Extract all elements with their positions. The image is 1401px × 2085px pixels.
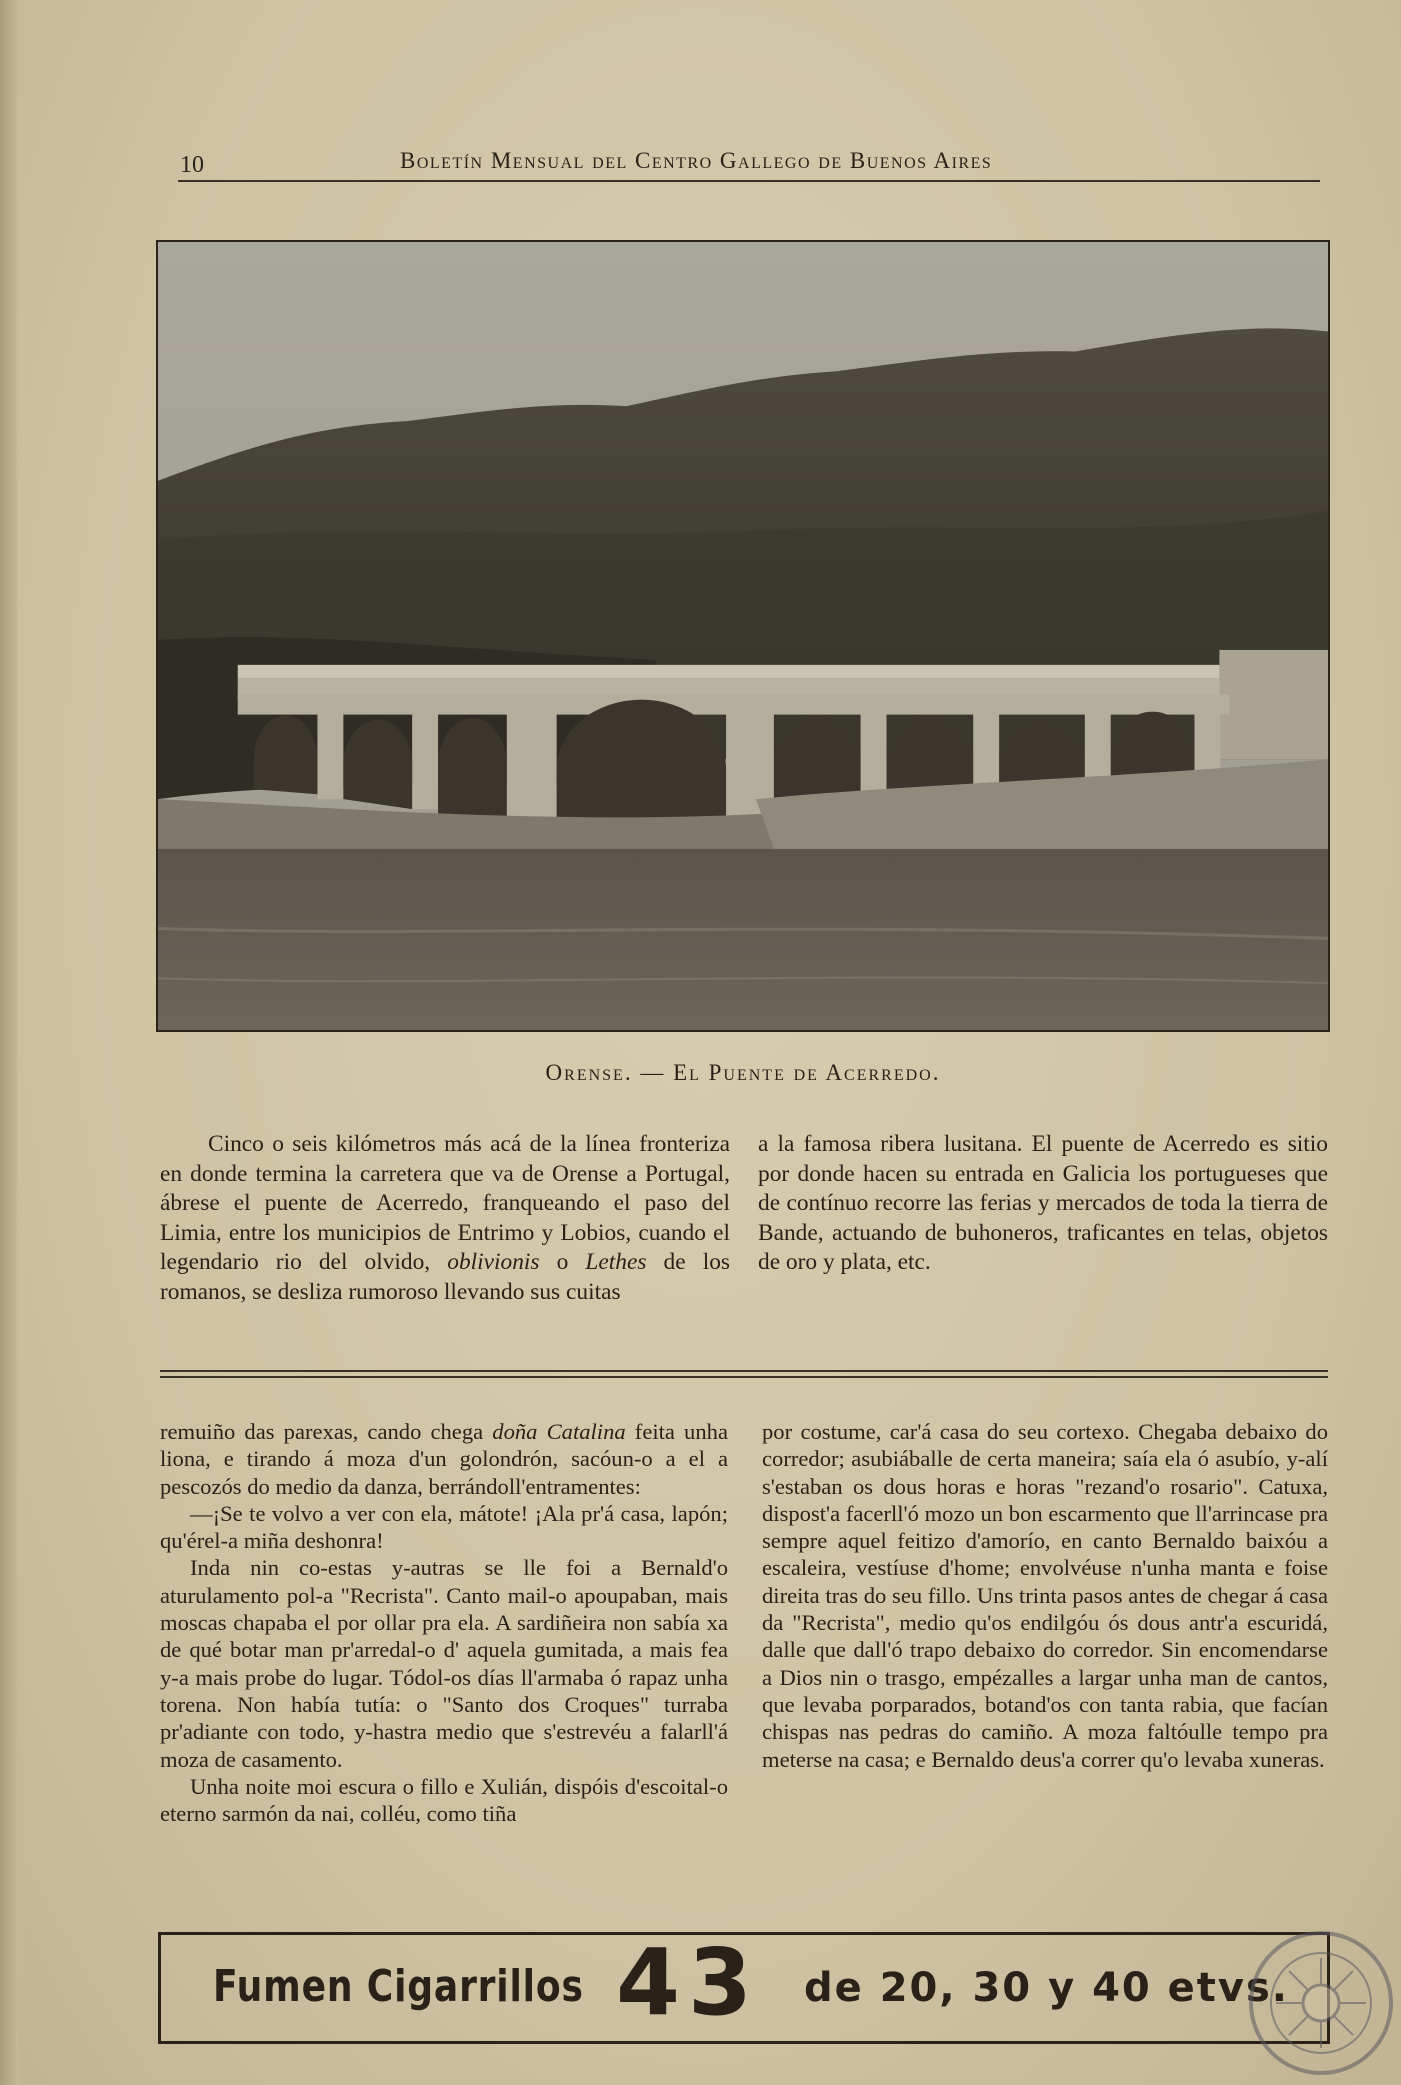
cigarette-advertisement [158,1929,1330,2044]
page-number: 10 [180,152,204,178]
bridge-photo-illustration [158,242,1328,1030]
text-run: Cinco o seis kilómetros más acá de la línea fronteriza en donde termina la carretera que va de Orense a Portugal, ábrese el puente de Acerredo, franqueando el paso del Limia, entre los municipios de Entrimo y Lobios, cuando el legendario rio del olvido, [160,1131,730,1275]
page-header [178,140,1320,182]
photo-caption: Orense. — El Puente de Acerredo. [545,1060,941,1085]
article-top-paragraph [160,1130,730,1307]
story-paragraph: Unha noite moi escura o fillo e Xulián, dispóis d'escoital-o eterno sarmón da nai, colléu, como tiña [160,1773,728,1827]
text-run: feita unha liona, e tirando á moza d'un golondrón, sacóun-o a el a pescozós do medio da danza, berrándoll'entramentes: [160,1419,728,1499]
double-rule-divider [160,1370,1328,1378]
italic-term: oblivionis [447,1249,540,1275]
article-top-left-column [160,1130,730,1307]
story-paragraph [160,1418,728,1500]
ad-slogan: Fumen Cigarrillos [213,1961,584,2012]
story-right-column [762,1418,1328,1773]
stamp-seal-icon [1246,1928,1396,2078]
text-run: de los romanos, se desliza rumoroso llevando sus cuitas [160,1249,731,1305]
library-stamp [1246,1928,1396,2078]
story-paragraph: Inda nin co-estas y-autras se lle foi a Bernald'o aturulamento pol-a "Recrista". Canto mail-o apoupaban, mais moscas chapaba el por ollar pra ela. A sardiñeira non sabía xa de qué botar man pr'arredal-o d' aquela gumitada, a mais fea y-a mais probe do lugar. Tódol-os días ll'armaba ó rapaz unha torena. Non había tutía: o "Santo dos Croques" turraba pr'adiante con todo, y-hastra medio que s'estrevéu a falarll'á moza de casamento. [160,1555,728,1772]
text-run: o [539,1249,586,1275]
story-paragraph: —¡Se te volvo a ver con ela, mátote! ¡Ala pr'á casa, lapón; qu'érel-a miña deshonra! [160,1500,728,1554]
bridge-photograph [156,240,1330,1032]
ad-prices: de 20, 30 y 40 etvs. [804,1965,1289,2011]
article-top-continuation: a la famosa ribera lusitana. El puente de Acerredo es sitio por donde hacen su entrada en Galicia los portugueses que de contínuo recorre las ferias y mercados de toda la tierra de Bande, actuando de buhoneros, traficantes en telas, objetos de oro y plata, etc. [758,1131,1328,1275]
story-left-column [160,1418,728,1827]
running-title: Boletín Mensual del Centro Gallego de Buenos Aires [400,148,993,173]
article-top-right-column [758,1130,1328,1278]
italic-term: Lethes [585,1249,647,1275]
ad-brand-number: 43 [616,1929,761,2036]
italic-name: doña Catalina [492,1419,626,1444]
text-run: remuiño das parexas, cando chega [160,1419,493,1444]
story-paragraph: por costume, car'á casa do seu cortexo. Chegaba debaixo do corredor; asubiáballe de certa maneira; saía ela ó asubío, y-alí s'estaban os dous horas e horas "rezand'o rosario". Catuxa, dispost'a facerll'ó mozo un bon escarmento que ll'arrincase pra sempre aquel feitizo d'amorío, en canto Bernaldo baixóu a escaleira, vestíuse d'home; envolvéuse n'unha manta e foise direita tras do seu fillo. Uns trinta pasos antes de chegar á casa da "Recrista", medio qu'os endilgóu ós dous antr'a escuridá, dalle que dall'ó trapo debaixo do corredor. Sin encomendarse a Dios nin o trasgo, empézalles a largar unha man de cantos, que levaba porparados, botand'os con tanta rabia, que facían chispas nas pedras do camiño. A moza faltóulle tempo pra meterse na casa; e Bernaldo deus'a correr qu'o levaba xuneras. [762,1419,1328,1772]
page-edge [0,0,18,2085]
